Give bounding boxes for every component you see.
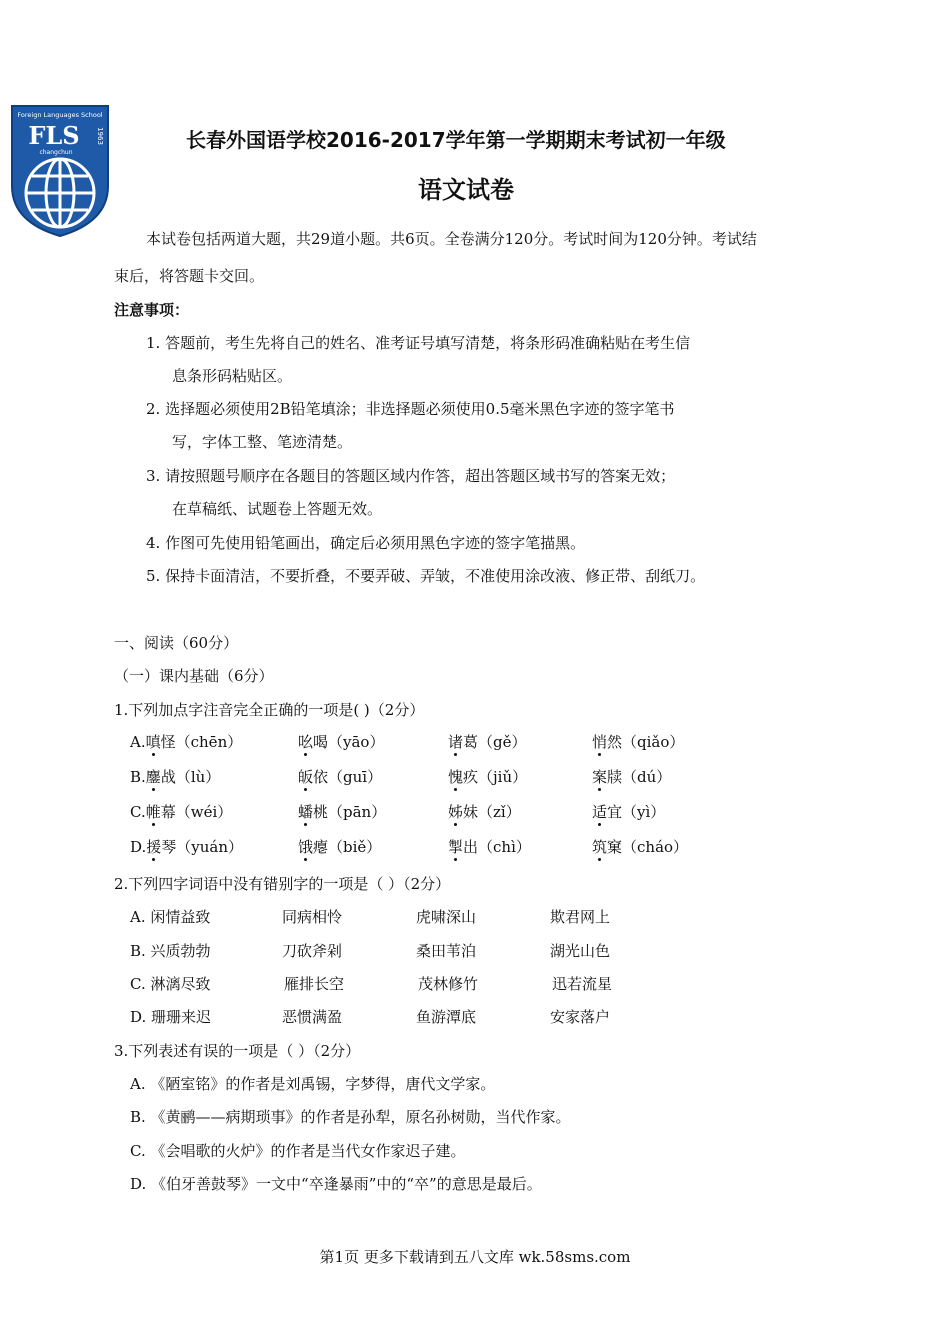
q2-row-a-2: 同病相怜 bbox=[282, 908, 343, 926]
notice-item-2-cont: 写，字体工整、笔迹清楚。 bbox=[172, 433, 353, 451]
q1-option-c4: 适宜（yì） bbox=[592, 803, 666, 821]
q1-option-d3: 掣出（chì） bbox=[448, 838, 531, 856]
notice-item-2: 2. 选择题必须使用2B铅笔填涂；非选择题必须使用0.5毫米黑色字迹的签字笔书 bbox=[146, 400, 675, 418]
q2-row-b-1: B. 兴质勃勃 bbox=[130, 942, 211, 960]
q1-option-a3: 诸葛（gě） bbox=[448, 733, 527, 751]
q1-option-c2: 蟠桃（pān） bbox=[298, 803, 387, 821]
logo-top-text: Foreign Languages School bbox=[17, 111, 103, 119]
notice-item-3-cont: 在草稿纸、试题卷上答题无效。 bbox=[172, 500, 383, 518]
q3-option-a: A. 《陋室铭》的作者是刘禹锡，字梦得，唐代文学家。 bbox=[130, 1075, 496, 1093]
exam-subtitle: 语文试卷 bbox=[418, 176, 514, 204]
q1-option-c3: 姊妹（zǐ） bbox=[448, 803, 521, 821]
q2-row-d-2: 恶惯满盈 bbox=[282, 1008, 343, 1026]
q1-option-d1: D.援琴（yuán） bbox=[130, 838, 244, 856]
q2-row-c-2: 雁排长空 bbox=[284, 975, 345, 993]
q2-row-a-1: A. 闲情益致 bbox=[130, 908, 211, 926]
q2-row-b-4: 湖光山色 bbox=[550, 942, 611, 960]
q1-option-c1: C.帷幕（wéi） bbox=[130, 803, 233, 821]
intro-line-1: 本试卷包括两道大题，共29道小题。共6页。全卷满分120分。考试时间为120分钟。考试结 bbox=[146, 230, 757, 248]
q2-row-d-1: D. 珊珊来迟 bbox=[130, 1008, 212, 1026]
globe-icon bbox=[26, 159, 94, 227]
q1-option-a1: A.嗔怪（chēn） bbox=[130, 733, 243, 751]
q3-option-d: D. 《伯牙善鼓琴》一文中“卒逢暴雨”中的“卒”的意思是最后。 bbox=[130, 1175, 542, 1193]
q2-row-b-3: 桑田苇泊 bbox=[416, 942, 477, 960]
q2-row-d-4: 安家落户 bbox=[550, 1008, 611, 1026]
notice-item-4: 4. 作图可先使用铅笔画出，确定后必须用黑色字迹的签字笔描黑。 bbox=[146, 534, 586, 552]
q2-row-a-3: 虎啸深山 bbox=[416, 908, 477, 926]
notice-item-3: 3. 请按照题号顺序在各题目的答题区域内作答，超出答题区域书写的答案无效； bbox=[146, 467, 676, 485]
page-footer: 第1页 更多下载请到五八文库 wk.58sms.com bbox=[319, 1248, 631, 1266]
q2-row-c-4: 迅若流星 bbox=[552, 975, 613, 993]
q3-option-c: C. 《会唱歌的火炉》的作者是当代女作家迟子建。 bbox=[130, 1142, 466, 1160]
subsection-title: （一）课内基础（6分） bbox=[114, 667, 274, 685]
q1-option-b3: 愧疚（jiǔ） bbox=[448, 768, 528, 786]
q2-row-b-2: 刀砍斧剁 bbox=[282, 942, 343, 960]
notice-item-1: 1. 答题前，考生先将自己的姓名、准考证号填写清楚，将条形码准确粘贴在考生信 bbox=[146, 334, 691, 352]
logo-year: 1963 bbox=[96, 127, 104, 145]
q1-option-a4: 悄然（qiǎo） bbox=[592, 733, 685, 751]
q1-option-b2: 皈依（guī） bbox=[298, 768, 383, 786]
section-title: 一、阅读（60分） bbox=[114, 634, 239, 652]
q1-option-d4: 筑窠（cháo） bbox=[592, 838, 689, 856]
q2-row-c-1: C. 淋漓尽致 bbox=[130, 975, 211, 993]
school-logo bbox=[10, 104, 110, 238]
q1-option-d2: 饿瘪（biě） bbox=[298, 838, 382, 856]
q1-option-b4: 案牍（dú） bbox=[592, 768, 672, 786]
intro-line-2: 束后，将答题卡交回。 bbox=[114, 267, 265, 285]
notice-item-1-cont: 息条形码粘贴区。 bbox=[172, 367, 293, 385]
notice-heading: 注意事项： bbox=[114, 301, 190, 319]
question-1-stem: 1.下列加点字注音完全正确的一项是( )（2分） bbox=[114, 701, 425, 719]
logo-city: changchun bbox=[39, 149, 73, 156]
q3-option-b: B. 《黄鹂——病期琐事》的作者是孙犁，原名孙树勋，当代作家。 bbox=[130, 1108, 571, 1126]
q1-option-a2: 吆喝（yāo） bbox=[298, 733, 385, 751]
q2-row-d-3: 鱼游潭底 bbox=[416, 1008, 477, 1026]
q2-row-c-3: 茂林修竹 bbox=[418, 975, 479, 993]
q1-option-b1: B.鏖战（lù） bbox=[130, 768, 221, 786]
exam-title: 长春外国语学校2016-2017学年第一学期期末考试初一年级 bbox=[186, 128, 726, 152]
q2-row-a-4: 欺君网上 bbox=[550, 908, 611, 926]
question-2-stem: 2.下列四字词语中没有错别字的一项是（ ）（2分） bbox=[114, 875, 451, 893]
notice-item-5: 5. 保持卡面清洁，不要折叠，不要弄破、弄皱，不准使用涂改液、修正带、刮纸刀。 bbox=[146, 567, 706, 585]
question-3-stem: 3.下列表述有误的一项是（ ）（2分） bbox=[114, 1042, 361, 1060]
logo-abbr: FLS bbox=[28, 121, 80, 150]
